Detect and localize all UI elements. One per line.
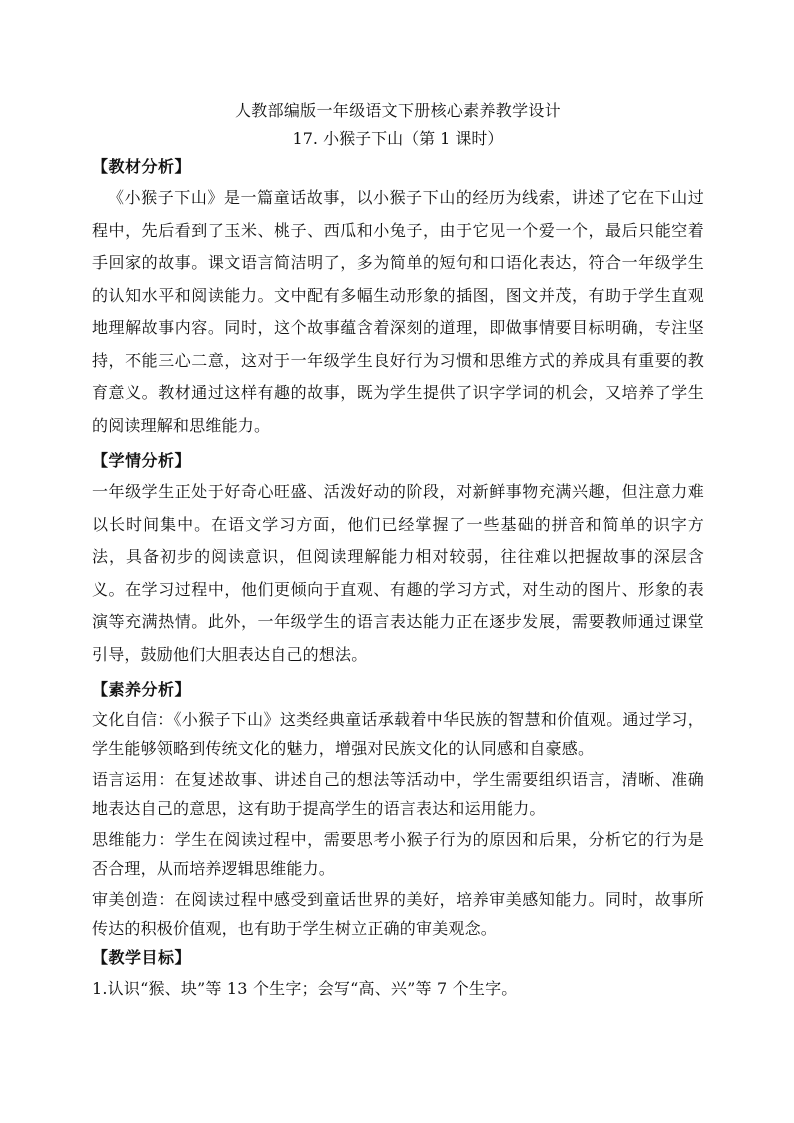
goal-item-1: 1.认识“猴、块”等 13 个生字；会写“高、兴”等 7 个生字。 <box>92 979 518 998</box>
document-page <box>92 98 704 1006</box>
students-analysis-paragraph: 一年级学生正处于好奇心旺盛、活泼好动的阶段，对新鲜事物充满兴趣，但注意力难以长时间集中。在语文学习方面，他们已经掌握了一些基础的拼音和简单的识字方法，具备初步的阅读意识，但阅读理解能力相对较弱，往往难以把握故事的深层含义。在学习过程中，他们更倾向于直观、有趣的学习方式，对生动的图片、形象的表演等充满热情。此外，一年级学生的语言表达能力正在逐步发展，需要教师通过课堂引导，鼓励他们大胆表达自己的想法。 <box>92 482 704 664</box>
literacy-item-thinking: 思维能力：学生在阅读过程中，需要思考小猴子行为的原因和后果，分析它的行为是否合理，从而培养逻辑思维能力。 <box>92 830 704 878</box>
section-heading-literacy: 【素养分析】 <box>92 680 192 699</box>
textbook-analysis-paragraph: 《小猴子下山》是一篇童话故事，以小猴子下山的经历为线索，讲述了它在下山过程中，先后看到了玉米、桃子、西瓜和小兔子，由于它见一个爱一个，最后只能空着手回家的故事。课文语言简洁明了，多为简单的短句和口语化表达，符合一年级学生的认知水平和阅读能力。文中配有多幅生动形象的插图，图文并茂，有助于学生直观地理解故事内容。同时，这个故事蕴含着深刻的道理，即做事情要目标明确，专注坚持，不能三心二意，这对于一年级学生良好行为习惯和思维方式的养成具有重要的教育意义。教材通过这样有趣的故事，既为学生提供了识字学词的机会，又培养了学生的阅读理解和思维能力。 <box>92 188 704 435</box>
literacy-item-culture: 文化自信：《小猴子下山》这类经典童话承载着中华民族的智慧和价值观。通过学习，学生能够领略到传统文化的魅力，增强对民族文化的认同感和自豪感。 <box>92 710 704 758</box>
section-heading-goals: 【教学目标】 <box>92 948 192 967</box>
section-heading-students: 【学情分析】 <box>92 451 192 470</box>
document-title: 人教部编版一年级语文下册核心素养教学设计 <box>234 101 561 120</box>
literacy-item-aesthetics: 审美创造：在阅读过程中感受到童话世界的美好，培养审美感知能力。同时，故事所传达的积极价值观，也有助于学生树立正确的审美观念。 <box>92 890 704 938</box>
section-heading-textbook: 【教材分析】 <box>92 157 192 176</box>
literacy-item-language: 语言运用：在复述故事、讲述自己的想法等活动中，学生需要组织语言，清晰、准确地表达自己的意思，这有助于提高学生的语言表达和运用能力。 <box>92 770 704 818</box>
lesson-subtitle: 17. 小猴子下山（第 1 课时） <box>292 129 504 148</box>
